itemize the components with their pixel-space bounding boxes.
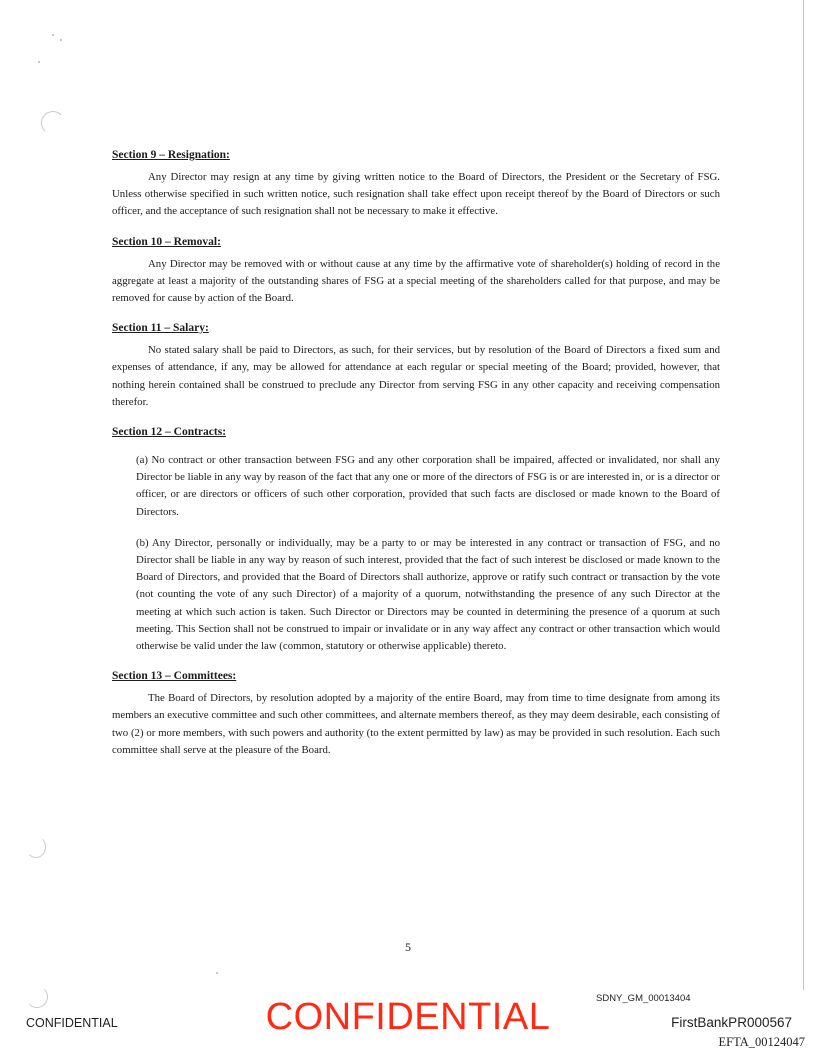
section-paragraph: Any Director may be removed with or without cause at any time by the affirmative vote of shareholder(s) holding of record in the aggregate at least a majority of the outstanding shares of FSG at a special meeting of the shareholders called for that purpose, and may be removed for cause by action of the Board. xyxy=(112,257,720,305)
bates-number-firstbank: FirstBankPR000567 xyxy=(671,1015,792,1030)
section-10 xyxy=(112,235,720,308)
section-12 xyxy=(112,425,720,655)
section-11 xyxy=(112,321,720,411)
section-heading: Section 12 – Contracts: xyxy=(112,426,227,439)
section-heading: Section 10 – Removal: xyxy=(112,235,221,248)
section-heading: Section 13 – Committees: xyxy=(112,670,237,683)
punch-hole-mark xyxy=(41,111,65,135)
section-heading: Section 11 – Salary: xyxy=(112,322,209,335)
section-heading: Section 9 – Resignation: xyxy=(112,149,230,161)
section-paragraph: The Board of Directors, by resolution adopted by a majority of the entire Board, may from time to time designate from among its members an executive committee and such other committees, and alternate members thereof, as they may deem desirable, each consisting of two (2) or more members, with such powers and authority (to the extent permitted by law) as may be provided in such resolution. Each such committee shall serve at the pleasure of the Board. xyxy=(112,692,720,756)
bates-number-sdny: SDNY_GM_00013404 xyxy=(596,993,691,1004)
section-paragraph: Any Director may resign at any time by giving written notice to the Board of Directors, the President or the Secretary of FSG. Unless otherwise specified in such written notice, such resignation shall take effect upon receipt thereof by the Board of Directors or such officer, and the acceptance of such resignation shall not be necessary to make it effective. xyxy=(112,171,720,218)
section-13 xyxy=(112,669,720,759)
scan-edge-line xyxy=(803,0,804,990)
scan-speck xyxy=(38,61,40,63)
subsection-a: (a) No contract or other transaction between FSG and any other corporation shall be impaired, affected or invalidated, nor shall any Director be liable in any way by reason of the fact that any one or more of the directors of FSG is or are interested in, or is a director or officer, or are directors or officers of such other corporation, provided that such facts are disclosed or made known to the Board of Directors. xyxy=(136,454,720,518)
subsection-b: (b) Any Director, personally or individually, may be a party to or may be interested in any contract or transaction of FSG, and no Director shall be liable in any way by reason of such interest, provided that the fact of such interest be disclosed or made known to the Board of Directors, and provided that the Board of Directors shall authorize, approve or ratify such contract or transaction by the vote (not counting the vote of any such Director) of a majority of a quorum, notwithstanding the presence of any such Director at the meeting at which such action is taken. Such Director or Directors may be counted in determining the presence of a quorum at such meeting. This Section shall not be construed to impair or invalidate or in any way affect any contract or other transaction which would otherwise be valid under the law (common, statutory or otherwise applicable) thereto. xyxy=(136,536,720,653)
punch-hole-mark xyxy=(26,836,46,858)
confidential-stamp: CONFIDENTIAL xyxy=(265,996,551,1038)
section-paragraph: No stated salary shall be paid to Directors, as such, for their services, but by resolution of the Board of Directors a fixed sum and expenses of attendance, if any, may be allowed for attendance at each regular or special meeting of the Board; provided, however, that nothing herein contained shall be construed to preclude any Director from serving FSG in any other capacity and receiving compensation therefor. xyxy=(112,344,720,408)
section-9 xyxy=(112,148,720,221)
efta-number: EFTA_00124047 xyxy=(718,1035,805,1049)
scan-speck xyxy=(52,34,54,36)
document-body xyxy=(112,148,720,759)
confidential-label: CONFIDENTIAL xyxy=(26,1016,118,1030)
page-number: 5 xyxy=(405,940,411,954)
scan-speck xyxy=(60,39,62,41)
scan-speck xyxy=(216,972,218,974)
